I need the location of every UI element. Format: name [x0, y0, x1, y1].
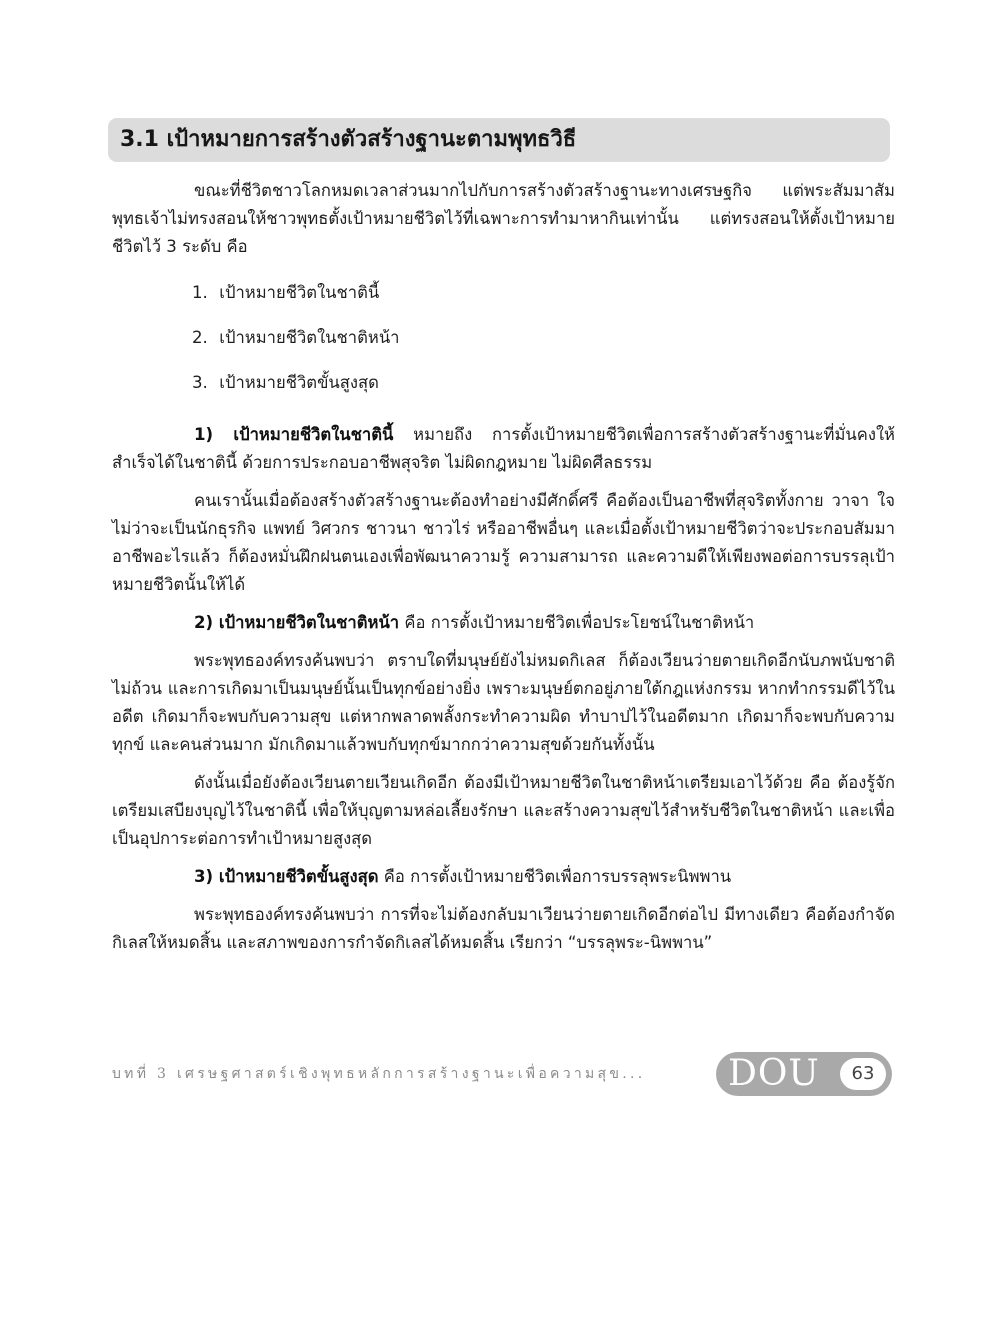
footer-chapter-title: บทที่ 3 เศรษฐศาสตร์เชิงพุทธหลักการสร้างฐานะเพื่อความสุข...	[112, 1066, 646, 1082]
goal-text: เป้าหมายชีวิตขั้นสูงสุด	[219, 373, 379, 392]
section-header	[108, 118, 890, 162]
goal-1-heading: 1) เป้าหมายชีวิตในชาตินี้	[194, 425, 394, 444]
goal-number: 2.	[192, 328, 208, 347]
footer-badge	[716, 1052, 892, 1096]
paragraph: พระพุทธองค์ทรงค้นพบว่า ตราบใดที่มนุษย์ยังไม่หมดกิเลส ก็ต้องเวียนว่ายตายเกิดอีกนับภพนับชาติไม่ถ้วน และการเกิดมาเป็นมนุษย์นั้นเป็นทุกข์อย่างยิ่ง เพราะมนุษย์ตกอยู่ภายใต้กฎแห่งกรรม หากทำกรรมดีไว้ในอดีต เกิดมาก็จะพบกับความสุข แต่หากพลาดพลั้งกระทำความผิด ทำบาปไว้ในอดีตมาก เกิดมาก็จะพบกับความทุกข์ และคนส่วนมาก มักเกิดมาแล้วพบกับทุกข์มากกว่าความสุขด้วยกันทั้งนั้น	[112, 651, 895, 754]
goal-3-text: คือ การตั้งเป้าหมายชีวิตเพื่อการบรรลุพระนิพพาน	[378, 867, 732, 886]
goal-3-heading: 3) เป้าหมายชีวิตขั้นสูงสุด	[194, 867, 379, 886]
goal-item	[192, 324, 895, 352]
goal-2-heading: 2) เป้าหมายชีวิตในชาติหน้า	[194, 613, 400, 632]
goal-3-definition	[112, 863, 895, 891]
section-title: 3.1 เป้าหมายการสร้างตัวสร้างฐานะตามพุทธวิธี	[120, 127, 577, 152]
dou-logo: DOU	[728, 1053, 820, 1094]
paragraph: พระพุทธองค์ทรงค้นพบว่า การที่จะไม่ต้องกลับมาเวียนว่ายตายเกิดอีกต่อไป มีทางเดียว คือต้องกำจัดกิเลสให้หมดสิ้น และสภาพของการกำจัดกิเลสได้หมดสิ้น เรียกว่า “บรรลุพระ-นิพพาน”	[112, 905, 895, 952]
goal-1-text: หมายถึง การตั้งเป้าหมายชีวิตเพื่อการสร้างตัวสร้างฐานะที่มั่นคงให้สำเร็จได้ในชาตินี้ ด้วยการประกอบอาชีพสุจริต ไม่ผิดกฎหมาย ไม่ผิดศีลธรรม	[112, 425, 895, 472]
goal-number: 1.	[192, 283, 208, 302]
body-text	[112, 177, 895, 957]
goal-text: เป้าหมายชีวิตในชาตินี้	[219, 283, 380, 302]
goal-number: 3.	[192, 373, 208, 392]
paragraph: ดังนั้นเมื่อยังต้องเวียนตายเวียนเกิดอีก ต้องมีเป้าหมายชีวิตในชาติหน้าเตรียมเอาไว้ด้วย คือ ต้องรู้จักเตรียมเสบียงบุญไว้ในชาตินี้ เพื่อให้บุญตามหล่อเลี้ยงรักษา และสร้างความสุขไว้สำหรับชีวิตในชาติหน้า และเพื่อเป็นอุปการะต่อการทำเป้าหมายสูงสุด	[112, 773, 895, 848]
goal-2-definition	[112, 609, 895, 637]
page-number: 63	[840, 1058, 886, 1090]
goal-item	[192, 369, 895, 397]
goal-text: เป้าหมายชีวิตในชาติหน้า	[219, 328, 400, 347]
goal-item	[192, 279, 895, 307]
goal-list	[112, 279, 895, 397]
paragraph: คนเรานั้นเมื่อต้องสร้างตัวสร้างฐานะต้องทำอย่างมีศักดิ์ศรี คือต้องเป็นอาชีพที่สุจริตทั้งกาย วาจา ใจ ไม่ว่าจะเป็นนักธุรกิจ แพทย์ วิศวกร ชาวนา ชาวไร่ หรืออาชีพอื่นๆ และเมื่อตั้งเป้าหมายชีวิตว่าจะประกอบสัมมาอาชีพอะไรแล้ว ก็ต้องหมั่นฝึกฝนตนเองเพื่อพัฒนาความรู้ ความสามารถ และความดีให้เพียงพอต่อการบรรลุเป้าหมายชีวิตนั้นให้ได้	[112, 491, 895, 594]
intro-paragraph: ขณะที่ชีวิตชาวโลกหมดเวลาส่วนมากไปกับการสร้างตัวสร้างฐานะทางเศรษฐกิจ แต่พระสัมมาสัมพุทธเจ้าไม่ทรงสอนให้ชาวพุทธตั้งเป้าหมายชีวิตไว้ที่เฉพาะการทำมาหากินเท่านั้น แต่ทรงสอนให้ตั้งเป้าหมายชีวิตไว้ 3 ระดับ คือ	[112, 181, 895, 256]
goal-2-text: คือ การตั้งเป้าหมายชีวิตเพื่อประโยชน์ในชาติหน้า	[399, 613, 755, 632]
goal-1-definition	[112, 421, 895, 477]
